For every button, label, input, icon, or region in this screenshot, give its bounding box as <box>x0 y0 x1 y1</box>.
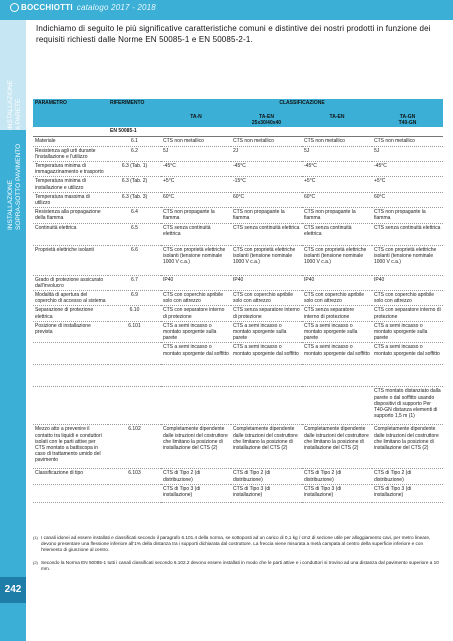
ref-cell <box>108 484 161 502</box>
col-header-riferimento: RIFERIMENTO <box>108 99 161 113</box>
value-cell: CTS con proprietà elettriche isolanti (tensione nominale 1000 V c.a.) <box>302 245 372 275</box>
ref-cell <box>108 387 161 425</box>
value-cell: -45°C <box>231 162 302 177</box>
param-cell: Modalità di apertura del coperchio di accesso al sistema <box>33 291 108 306</box>
intro-text: Indichiamo di seguito le più significative caratteristiche comuni e distintive dei nostri prodotti in funzione dei requisiti richiesti dalle Norme EN 50085-1 e EN 50085-2-1. <box>36 24 431 44</box>
sidebar-label-pavimento-1: INSTALLAZIONE <box>7 179 14 230</box>
ref-cell <box>108 365 161 387</box>
value-cell: CTS senza separatore interno di protezione <box>231 306 302 321</box>
param-cell <box>33 387 108 425</box>
footnote-1 <box>33 535 443 553</box>
table-row <box>33 343 443 365</box>
value-cell: 60°C <box>161 192 231 207</box>
table-header-row <box>33 99 443 113</box>
value-cell: IP40 <box>231 275 302 290</box>
value-cell: IP40 <box>302 275 372 290</box>
class-header: TA-GN T40-GN <box>372 113 443 127</box>
subheader-spacer <box>108 113 161 127</box>
value-cell: CTS a semi incasso o montato sporgente sulla parete <box>161 321 231 343</box>
value-cell: CTS non propagante la fiamma <box>161 208 231 223</box>
ref-cell: 6.4 <box>108 208 161 223</box>
subheader-spacer <box>33 113 108 127</box>
value-cell <box>231 365 302 387</box>
value-cell: CTS di Tipo 3 (di installazione) <box>372 484 443 502</box>
ref-cell: 6.2 <box>108 146 161 161</box>
param-cell: Continuità elettrica <box>33 223 108 245</box>
table-row <box>33 306 443 321</box>
table-row <box>33 321 443 343</box>
ref-cell: 6.3 (Tab. 1) <box>108 162 161 177</box>
table-row <box>33 387 443 425</box>
value-cell: CTS montato distanziato dalla parete o dal soffitto usando dispositivi di supporto Per T40-GN distanza elementi di supporto 1,5 m (1) <box>372 387 443 425</box>
table-row <box>33 425 443 469</box>
value-cell <box>161 387 231 425</box>
param-cell: Classificazione di tipo <box>33 469 108 484</box>
col-header-classificazione: CLASSIFICAZIONE <box>161 99 443 113</box>
footnote-text: I canali idonei ad essere installati e classificati secondo il paragrafo 6.101.4 della norma, se sottoposti ad un carico di 0,1 kg / cm2 di sezione utile per alloggiamento cavi, per metro lineare, devono presentare una flessione inferiore all'1% della distanza tra i supporti dichiarata dal costruttore. La freccia viene misurata a metà campata al centro della superficie inferiore e con l'elemento di giunzione al centro. <box>41 535 431 552</box>
value-cell: CTS con proprietà elettriche isolanti (tensione nominale 1000 V c.a.) <box>161 245 231 275</box>
ref-cell: 6.3 (Tab. 2) <box>108 177 161 192</box>
value-cell: IP40 <box>161 275 231 290</box>
value-cell: CTS con coperchio apribile solo con attrezzo <box>302 291 372 306</box>
value-cell: Completamente dipendente dalle istruzioni del costruttore che limitano la posizione di installazione del CTS (2) <box>161 425 231 469</box>
ref-cell: 6.9 <box>108 291 161 306</box>
value-cell: CTS di Tipo 2 (di distribuzione) <box>161 469 231 484</box>
brand <box>10 3 156 12</box>
value-cell: CTS a semi incasso o montato sporgente sulla parete <box>372 321 443 343</box>
sidebar-label-parete-2: A PARETE <box>15 98 22 130</box>
value-cell <box>231 387 302 425</box>
footnote-2 <box>33 560 443 572</box>
ref-cell: 6.6 <box>108 245 161 275</box>
ref-cell: 6.10 <box>108 306 161 321</box>
norm-label: EN 50085-1 <box>108 127 443 136</box>
value-cell: -15°C <box>231 177 302 192</box>
value-cell: 60°C <box>231 192 302 207</box>
spec-table <box>33 99 443 503</box>
param-cell: Materiale <box>33 136 108 146</box>
table-row <box>33 245 443 275</box>
value-cell: CTS senza continuità elettrica <box>372 223 443 245</box>
value-cell: +5°C <box>161 177 231 192</box>
ref-cell <box>108 343 161 365</box>
value-cell: CTS con proprietà elettriche isolanti (tensione nominale 1000 V c.a.) <box>231 245 302 275</box>
value-cell: CTS a semi incasso o montato sporgente sulla parete <box>231 321 302 343</box>
class-header: TA-EN 25x30/40x40 <box>231 113 302 127</box>
value-cell: CTS a semi incasso o montato sporgente dal soffitto <box>372 343 443 365</box>
table-row <box>33 275 443 290</box>
param-cell: Temperatura massima di utilizzo <box>33 192 108 207</box>
norm-row <box>33 127 443 136</box>
table-row <box>33 223 443 245</box>
ref-cell: 6.7 <box>108 275 161 290</box>
table-row <box>33 146 443 161</box>
value-cell: CTS con coperchio apribile solo con attrezzo <box>231 291 302 306</box>
param-cell: Temperatura minima di installazione e utilizzo <box>33 177 108 192</box>
value-cell: CTS non metallico <box>231 136 302 146</box>
col-header-parametro: PARAMETRO <box>33 99 108 113</box>
value-cell: Completamente dipendente dalle istruzioni del costruttore che limitano la posizione di installazione del CTS (2) <box>231 425 302 469</box>
table-row <box>33 208 443 223</box>
value-cell: CTS di Tipo 2 (di distribuzione) <box>302 469 372 484</box>
value-cell: CTS con separatore interno di protezione <box>161 306 231 321</box>
param-cell: Grado di protezione assicurato dall'involucro <box>33 275 108 290</box>
value-cell: -45°C <box>372 162 443 177</box>
value-cell: CTS non metallico <box>161 136 231 146</box>
value-cell: CTS di Tipo 2 (di distribuzione) <box>231 469 302 484</box>
value-cell: CTS senza continuità elettrica <box>231 223 302 245</box>
value-cell: 60°C <box>302 192 372 207</box>
ref-cell: 6.5 <box>108 223 161 245</box>
sidebar-label-pavimento-2: SOPRA-SOTTO PAVIMENTO <box>15 143 22 230</box>
value-cell <box>372 365 443 387</box>
param-cell: Mezzo atto a prevenire il contatto tra liquidi e conduttori isolati con le parti attive per CTS montato a battiscopa in caso di trattamento umido del pavimento <box>33 425 108 469</box>
value-cell <box>302 365 372 387</box>
value-cell: CTS di Tipo 3 (di installazione) <box>302 484 372 502</box>
value-cell: 5J <box>161 146 231 161</box>
page-number: 242 <box>0 577 26 603</box>
table-row <box>33 291 443 306</box>
value-cell: CTS a semi incasso o montato sporgente dal soffitto <box>302 343 372 365</box>
ref-cell: 6.103 <box>108 469 161 484</box>
footnote-marker: (2) <box>33 560 38 565</box>
value-cell: CTS a semi incasso o montato sporgente dal soffitto <box>161 343 231 365</box>
brand-name: BOCCHIOTTI <box>21 3 73 12</box>
value-cell: CTS senza continuità elettrica <box>302 223 372 245</box>
value-cell: CTS di Tipo 2 (di distribuzione) <box>372 469 443 484</box>
value-cell: CTS di Tipo 3 (di installazione) <box>231 484 302 502</box>
value-cell: CTS con coperchio apribile solo con attrezzo <box>372 291 443 306</box>
header-bar <box>0 0 453 20</box>
param-cell <box>33 484 108 502</box>
value-cell: 5J <box>372 146 443 161</box>
value-cell <box>302 387 372 425</box>
table-subheader-row <box>33 113 443 127</box>
table-row <box>33 365 443 387</box>
param-cell <box>33 343 108 365</box>
value-cell: 60°C <box>372 192 443 207</box>
value-cell: +5°C <box>372 177 443 192</box>
ref-cell: 6.102 <box>108 425 161 469</box>
table-row <box>33 162 443 177</box>
catalog-label: catalogo 2017 - 2018 <box>76 3 156 12</box>
table-row <box>33 484 443 502</box>
param-cell: Proprietà elettriche isolanti <box>33 245 108 275</box>
param-cell: Resistenza alla propagazione della fiamma <box>33 208 108 223</box>
value-cell: CTS senza continuità elettrica <box>161 223 231 245</box>
value-cell: +5°C <box>302 177 372 192</box>
footnote-marker: (1) <box>33 535 38 540</box>
ref-cell: 6.3 (Tab. 3) <box>108 192 161 207</box>
value-cell: CTS con coperchio apribile solo con attrezzo <box>161 291 231 306</box>
value-cell: CTS non propagante la fiamma <box>231 208 302 223</box>
value-cell: Completamente dipendente dalle istruzioni del costruttore che limitano la posizione di installazione del CTS (2) <box>372 425 443 469</box>
param-cell: Posizione di installazione prevista <box>33 321 108 343</box>
value-cell: -45°C <box>302 162 372 177</box>
table-row <box>33 177 443 192</box>
value-cell: CTS non metallico <box>372 136 443 146</box>
value-cell: Completamente dipendente dalle istruzioni del costruttore che limitano la posizione di installazione del CTS (2) <box>302 425 372 469</box>
value-cell: IP40 <box>372 275 443 290</box>
value-cell: CTS con separatore interno di protezione <box>372 306 443 321</box>
value-cell: CTS non metallico <box>302 136 372 146</box>
value-cell: CTS a semi incasso o montato sporgente sulla parete <box>302 321 372 343</box>
table-row <box>33 469 443 484</box>
value-cell: CTS a semi incasso o montato sporgente dal soffitto <box>231 343 302 365</box>
table-row <box>33 136 443 146</box>
value-cell: CTS con proprietà elettriche isolanti (tensione nominale 1000 V c.a.) <box>372 245 443 275</box>
value-cell: -45°C <box>161 162 231 177</box>
param-cell: Resistenza agli urti durante l'installazione e l'utilizzo <box>33 146 108 161</box>
value-cell: CTS non propagante la fiamma <box>372 208 443 223</box>
norm-spacer <box>33 127 108 136</box>
value-cell: 5J <box>302 146 372 161</box>
param-cell: Temperatura minima di immagazzinamento e trasporto <box>33 162 108 177</box>
value-cell: 2J <box>231 146 302 161</box>
class-header: TA-EN <box>302 113 372 127</box>
ref-cell: 6.101 <box>108 321 161 343</box>
param-cell: Separazione di protezione elettrica <box>33 306 108 321</box>
brand-logo-icon <box>10 3 19 12</box>
ref-cell: 6.1 <box>108 136 161 146</box>
param-cell <box>33 365 108 387</box>
sidebar-label-parete-1: INSTALLAZIONE <box>7 79 14 130</box>
table-row <box>33 192 443 207</box>
footnote-text: Secondo la Norma EN 50085-1 tutti i canali classificati secondo 6.102.2 devono essere installati in modo che le parti attive e i conduttori si trovino ad una distanza dal pavimento superiore a 10 mm. <box>41 560 439 571</box>
class-header: TA-N <box>161 113 231 127</box>
value-cell: CTS di Tipo 3 (di installazione) <box>161 484 231 502</box>
value-cell: CTS senza separatore interno di protezione <box>302 306 372 321</box>
value-cell: CTS non propagante la fiamma <box>302 208 372 223</box>
value-cell <box>161 365 231 387</box>
